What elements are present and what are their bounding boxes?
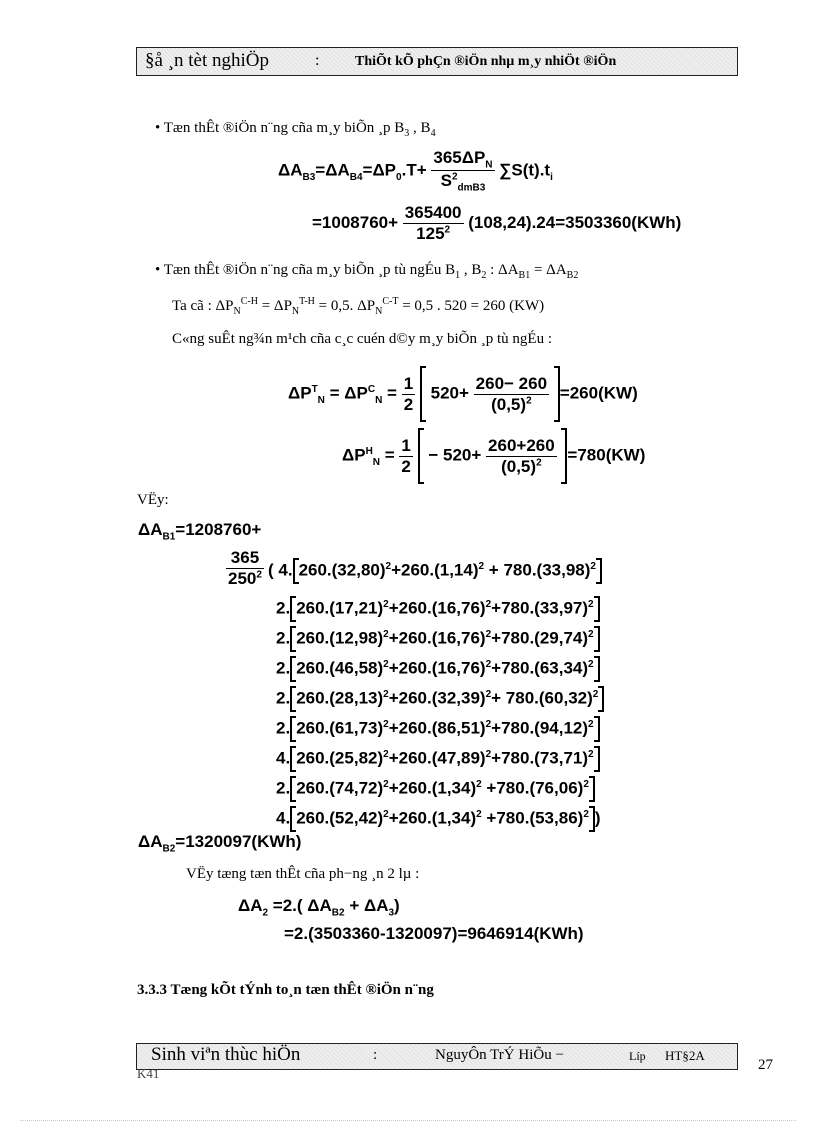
footer-class-label: Líp: [629, 1049, 646, 1063]
sum-row: 2. $260.(17,21)^2+260.(16,76)^2+780.(33,97)^2$: [276, 596, 600, 622]
page-footer: [136, 1043, 738, 1070]
bracket-right: [589, 776, 595, 802]
header-separator: :: [315, 52, 320, 69]
bracket-right: [594, 716, 600, 742]
bullet-b34: • Tæn thÊt ®iÖn n¨ng cña m¸y biÕn ¸p $B_3$ , $B_4$: [155, 120, 436, 139]
bracket-right: [596, 558, 602, 584]
sum-fraction: $\frac{365}{250^2}$: [228, 548, 262, 588]
bracket-right: [594, 656, 600, 682]
sum-row: 2. $260.(74,72)^2+260.(1,34)^2 +780.(76,06)^2$: [276, 776, 595, 802]
sum-term: +260.(16,76): [388, 598, 486, 618]
sum-term: 260.(12,98): [296, 628, 384, 648]
sum-term: 260.(46,58): [296, 658, 384, 678]
vay-label: VËy:: [137, 492, 169, 508]
sum-term: +260.(1,34): [388, 808, 477, 828]
sum-term: +780.(29,74): [491, 628, 589, 648]
sum-term: +260.(1,14): [391, 560, 479, 580]
sum-row: 2. $260.(61,73)^2+260.(86,51)^2+780.(94,12)^2$: [276, 716, 600, 742]
subsection-title: 3.3.3 Tæng kÕt tÝnh to¸n tæn thÊt ®iÖn n¨ng: [137, 982, 434, 998]
bracket-right: [594, 596, 600, 622]
bracket-right: [594, 626, 600, 652]
sum-row: 4. $260.(25,82)^2+260.(47,89)^2+780.(73,71)^2$: [276, 746, 600, 772]
sum-term: +780.(33,97): [491, 598, 589, 618]
bracket-right: [598, 686, 604, 712]
sum-row-coef: ( 4.: [268, 560, 293, 580]
sum-first-line: $\Delta A_{B1}=1208760+$: [138, 520, 262, 543]
bullet-b34-text: Tæn thÊt ®iÖn n¨ng cña m¸y biÕn ¸p B: [163, 120, 405, 136]
sum-term: +260.(1,34): [388, 778, 477, 798]
sum-term: +260.(47,89): [388, 748, 486, 768]
sum-row-coef: 4.: [276, 748, 291, 768]
equation-b34-general: $\Delta A_{B3}=\Delta A_{B4}=\Delta P_0.T+$ $365\Delta P_N$ $S^2_{dmB3}$ $\sum S(t).t_i$: [278, 148, 553, 194]
sum-term: + 780.(33,98): [484, 560, 591, 580]
bullet-b12-text: Tæn thÊt ®iÖn n¨ng cña m¸y biÕn ¸p tù ngÉu B: [163, 262, 456, 278]
sum-term: 260.(28,13): [296, 688, 384, 708]
sum-term: +780.(63,34): [491, 658, 589, 678]
sum-row-coef: 2.: [276, 658, 291, 678]
footer-overflow: K41: [137, 1066, 160, 1081]
ta-co-line: Ta cã : $\Delta P_N^{C-H} = \Delta P_N^{T-H} = 0,5$. $\Delta P_N^{C-T} = 0,5$ . 520 = 260 (KW): [172, 296, 545, 317]
fraction: $365\Delta P_N$ $S^2_{dmB3}$: [433, 148, 493, 194]
sum-row: 2. $260.(12,98)^2+260.(16,76)^2+780.(29,74)^2$: [276, 626, 600, 652]
fraction: $\frac{365400}{125^2}$: [404, 203, 462, 243]
equation-pnt: $\Delta P^T_N = \Delta P^C_N$ = $\frac{1}{2}$ 520+ $\frac{260- 260}{(0,5)^2}$ =260(KW): [288, 366, 638, 422]
sum-row: ( 4. $260.(32,80)^2+260.(1,14)^2 + 780.(33,98)^2$: [268, 558, 602, 584]
total-eq1: $\Delta A_2 =2$.( $\Delta A_{B2} + \Delta A_3$): [238, 896, 400, 919]
sum-term: 260.(25,82): [296, 748, 384, 768]
sum-row-coef: 4.: [276, 808, 291, 828]
footer-student-label: Sinh viªn thùc hiÖn: [151, 1044, 301, 1065]
total-eq2: =2.(3503360-1320097)=9646914(KWh): [284, 924, 584, 943]
sum-row: 4. $260.(52,42)^2+260.(1,34)^2 +780.(53,86)^2$ ): [276, 806, 601, 832]
page-bottom-divider: [20, 1120, 796, 1121]
sum-term: 260.(32,80): [298, 560, 386, 580]
total-text: VËy tæng tæn thÊt cña ph−ng ¸n 2 lµ :: [186, 866, 420, 882]
header-label: §å ¸n tèt nghiÖp: [145, 50, 270, 71]
sum-term: +260.(86,51): [388, 718, 486, 738]
header-title: ThiÕt kÕ phÇn ®iÖn nhµ m¸y nhiÖt ®iÖn: [355, 54, 617, 69]
sum-term: +260.(16,76): [388, 658, 486, 678]
sum-row-coef: 2.: [276, 688, 291, 708]
sum-term: + 780.(60,32): [491, 688, 593, 708]
bullet-icon: •: [155, 120, 161, 136]
sum-term: +260.(16,76): [388, 628, 486, 648]
bullet-b12: • Tæn thÊt ®iÖn n¨ng cña m¸y biÕn ¸p tù ngÉu $B_1$ , $B_2$ : $\Delta A_{B1} = \Delta A_{B2}$: [155, 262, 579, 281]
equation-pnh: $\Delta P^H_N$ = $\frac{1}{2}$ − 520+ $\frac{260+260}{(0,5)^2}$ =780(KW): [342, 428, 645, 484]
sum-result: $\Delta A_{B2}=1320097(KWh)$: [138, 832, 302, 855]
bullet-icon: •: [155, 262, 161, 278]
footer-separator: :: [373, 1047, 378, 1063]
sum-row-coef: 2.: [276, 628, 291, 648]
sum-term: +780.(73,71): [491, 748, 589, 768]
sum-row-coef: 2.: [276, 778, 291, 798]
sum-row-coef: 2.: [276, 718, 291, 738]
sum-row: 2. $260.(28,13)^2+260.(32,39)^2+ 780.(60,32)^2$: [276, 686, 604, 712]
sum-term: 260.(74,72): [296, 778, 384, 798]
sum-term: +260.(32,39): [388, 688, 486, 708]
sum-term: +780.(53,86): [481, 808, 584, 828]
page-number: 27: [758, 1057, 773, 1073]
sum-row-coef: 2.: [276, 598, 291, 618]
sum-term: +780.(94,12): [491, 718, 589, 738]
sum-term: 260.(61,73): [296, 718, 384, 738]
bracket-right: [594, 746, 600, 772]
sum-term: 260.(17,21): [296, 598, 384, 618]
sum-term: 260.(52,42): [296, 808, 384, 828]
sum-term: +780.(76,06): [481, 778, 584, 798]
page-header: [136, 47, 738, 76]
equation-b34-result: =1008760+ $\frac{365400}{125^2}$ (108,24).24=3503360(KWh): [312, 203, 682, 243]
footer-name: NguyÔn TrÝ HiÕu −: [435, 1047, 564, 1063]
cong-suat-line: C«ng suÊt ng¾n m¹ch cña c¸c cuén d©y m¸y biÕn ¸p tù ngÉu :: [172, 331, 552, 347]
footer-class-value: HT§2A: [665, 1048, 705, 1063]
sum-row-close: ): [594, 808, 601, 828]
sum-row: 2. $260.(46,58)^2+260.(16,76)^2+780.(63,34)^2$: [276, 656, 600, 682]
